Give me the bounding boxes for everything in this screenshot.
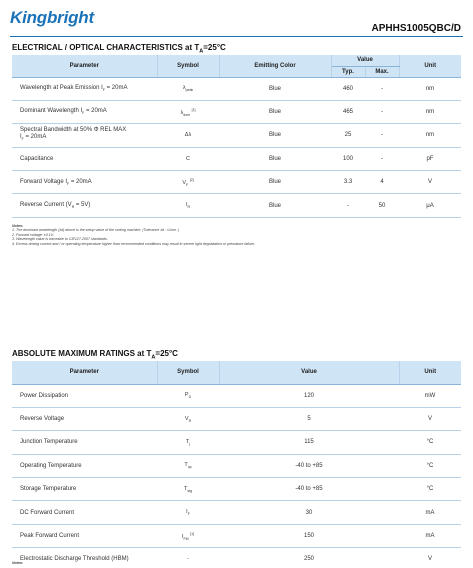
- absolute-table: [12, 361, 461, 568]
- absolute-section-title: ABSOLUTE MAXIMUM RATINGS at $T_A=25^\circ C$: [12, 349, 178, 361]
- col-value: Value: [331, 55, 399, 66]
- table-row: DC Forward Current $I_F$ 30 mA: [12, 501, 461, 524]
- part-number: APHHS1005QBC/D: [371, 23, 461, 34]
- col-unit: Unit: [399, 361, 461, 384]
- header-divider: [10, 36, 463, 37]
- table-row: Spectral Bandwidth at 50% Φ REL MAX $I_F = 20mA$ Δλ Blue 25 - nm: [12, 124, 461, 147]
- col-max: Max.: [365, 66, 399, 77]
- absolute-notes: Notes:: [12, 561, 24, 565]
- electrical-section-title: ELECTRICAL / OPTICAL CHARACTERISTICS at $T_A=25^\circ C$: [12, 43, 226, 55]
- table-row: Storage Temperature $T_{stg}$ -40 to +85 °C: [12, 478, 461, 501]
- table-row: Forward Voltage $I_F = 20mA$ $V_F$ [2] Blue 3.3 4 V: [12, 171, 461, 194]
- col-parameter: Parameter: [12, 55, 157, 77]
- table-row: Junction Temperature $T_j$ 115 °C: [12, 431, 461, 454]
- col-symbol: Symbol: [157, 55, 219, 77]
- table-row: Peak Forward Current $I_{FM}$ [1] 150 mA: [12, 524, 461, 547]
- electrical-table: [12, 55, 461, 218]
- table-row: Reverse Current $(V_R = 5V)$ $I_R$ Blue - 50 μA: [12, 194, 461, 217]
- table-row: Wavelength at Peak Emission $I_F = 20mA$ $\lambda_{peak}$ Blue 460 - nm: [12, 77, 461, 100]
- table-row: Reverse Voltage $V_R$ 5 V: [12, 407, 461, 430]
- table-row: Dominant Wavelength $I_F = 20mA$ $\lambda_{dom}$ [1] Blue 465 - nm: [12, 100, 461, 123]
- col-value: Value: [219, 361, 399, 384]
- col-typ: Typ.: [331, 66, 365, 77]
- page-header: [0, 0, 473, 40]
- col-parameter: Parameter: [12, 361, 157, 384]
- col-symbol: Symbol: [157, 361, 219, 384]
- electrical-notes: Notes: 1. The dominant wavelength (λd) above is the setup value of the sorting machine. (Tolerance λd : ±1nm. ) 2. Forward voltage: ±0.1V. 3. Wavelength value is traceable to CIE127-2007 standards. 4. Excess driving current and / or operating temperature higher than recommended conditions may result in severe light degradation or premature failure.: [12, 224, 256, 246]
- table-row: Capacitance C Blue 100 - pF: [12, 147, 461, 170]
- table-row: Electrostatic Discharge Threshold (HBM) - 250 V: [12, 548, 461, 568]
- table-row: Power Dissipation $P_D$ 120 mW: [12, 384, 461, 407]
- table-row: Operating Temperature $T_{op}$ -40 to +85 °C: [12, 454, 461, 477]
- col-emitting-color: Emitting Color: [219, 55, 331, 77]
- col-unit: Unit: [399, 55, 461, 77]
- brand-logo: Kingbright: [10, 8, 94, 27]
